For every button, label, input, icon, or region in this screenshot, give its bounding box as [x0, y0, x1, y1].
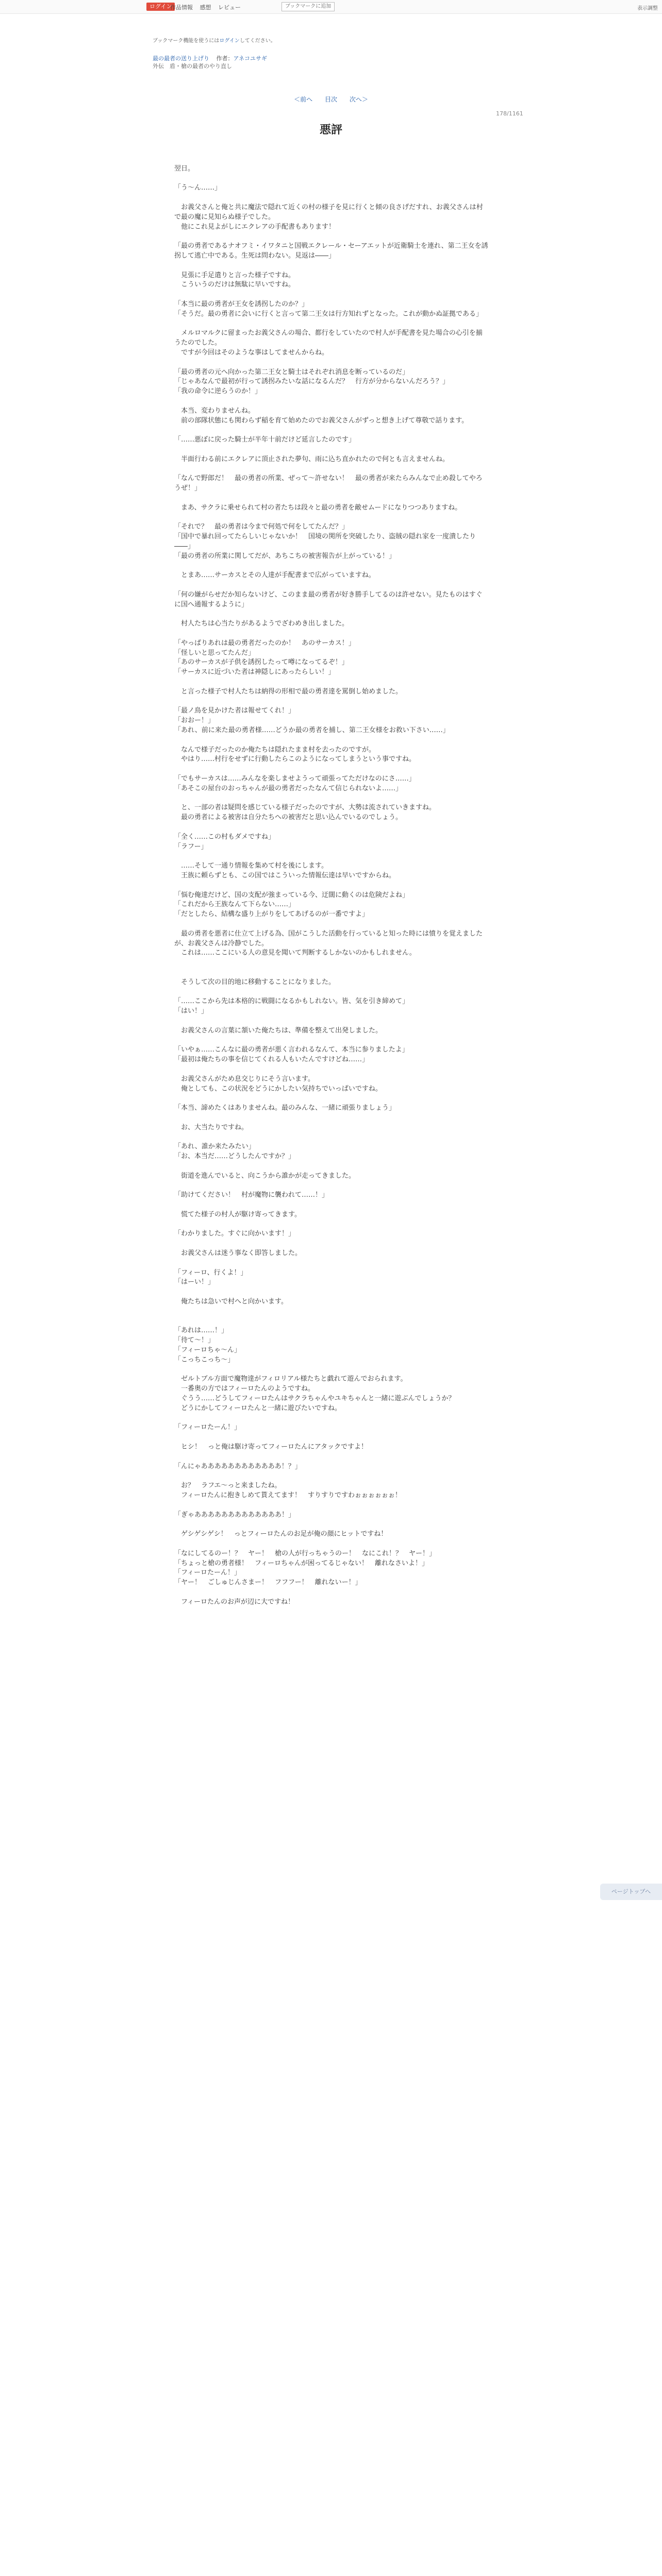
story-paragraph: 「あのサーカスが子供を誘拐したって噂になってるぞ！」: [174, 658, 349, 667]
story-paragraph: 「悩む俺達だけど、国の支配が強まっている今、迂闊に動くのは危険だよね」: [174, 891, 409, 899]
story-paragraph: 「我の命令に逆らうのか！」: [174, 387, 262, 396]
story-paragraph: [174, 358, 489, 368]
story-paragraph: 「そうだ。最の勇者に会いに行くと言って第二王女は行方知れずとなった。これが動かぬ証拠である」: [174, 310, 483, 318]
story-paragraph: 「……ここから先は本格的に戦闘になるかもしれない。皆、気を引き締めて」: [174, 997, 409, 1006]
story-paragraph: [174, 193, 489, 203]
story-paragraph: 「はーい！」: [174, 1278, 215, 1286]
story-paragraph: [174, 1471, 489, 1481]
story-paragraph: [174, 629, 489, 639]
story-paragraph: 「フィーロたーん！」: [174, 1423, 241, 1432]
story-paragraph: 「おおー！」: [174, 717, 215, 725]
story-paragraph: まあ、サクラに乗せられて村の者たちは段々と最の勇者を敵せムードになりつつありますね。: [174, 503, 462, 512]
story-paragraph: [174, 290, 489, 300]
series-info: [153, 55, 267, 70]
story-paragraph: [174, 1520, 489, 1530]
story-paragraph: [174, 465, 489, 474]
story-paragraph: [174, 1016, 489, 1026]
episode-title: 悪評: [319, 124, 342, 137]
story-paragraph: 慌てた様子の村人が駆け寄ってきます。: [174, 1210, 301, 1218]
login-notice-link[interactable]: ログイン: [219, 38, 240, 44]
story-paragraph: [174, 174, 489, 184]
story-paragraph: お義父さんがため息交じりにそう言います。: [174, 1075, 315, 1083]
story-paragraph: [174, 1539, 489, 1549]
story-paragraph: そうして次の目的地に移動することになりました。: [174, 978, 336, 986]
story-paragraph: 「やっぱりあれは最の勇者だったのか！ あのサーカス！」: [174, 639, 355, 647]
story-paragraph: [174, 1181, 489, 1191]
story-paragraph: 俺としても、この状況をどうにかしたい気持ちでいっぱいですね。: [174, 1084, 382, 1093]
story-paragraph: 「う〜ん……」: [174, 184, 222, 192]
page-top-button[interactable]: ページトップへ: [600, 1884, 662, 1900]
story-paragraph: 「はい！」: [174, 1007, 208, 1015]
story-paragraph: [174, 677, 489, 687]
story-paragraph: 本当、変わりませんね。: [174, 406, 255, 415]
story-paragraph: お、大当たりですね。: [174, 1123, 249, 1131]
story-paragraph: 「本当、諦めたくはありませんね。最のみんな、一緒に頑張りましょう」: [174, 1104, 396, 1112]
series-subtitle: 外伝 盾・槍の最者のやり直し: [153, 63, 232, 70]
story-paragraph: [174, 823, 489, 833]
story-paragraph: 「最の勇者の元へ向かった第二王女と騎士はそれぞれ消息を断っているのだ」: [174, 368, 409, 376]
bookmark-add-button[interactable]: ブックマークに追加: [282, 2, 335, 11]
story-paragraph: 「あれ、前に来た最の勇者様……どうか最の勇者を捕し、第二王女様をお救い下さい……」: [174, 726, 450, 735]
story-paragraph: 「あれは……！」: [174, 1327, 228, 1335]
story-paragraph: 「いやぁ……こんなに最の勇者が悪く言われるなんて、本当に参りましたよ」: [174, 1046, 409, 1054]
story-paragraph: ぐうう……どうしてフィーロたんはサクラちゃんやユキちゃんと一緒に遊ぶんでしょうか？: [174, 1395, 455, 1402]
story-paragraph: 「なんで野郎だ！ 最の勇者の所業、ぜって〜許せない！ 最の勇者が来たらみんなで止め殺してやろうぜ！」: [174, 474, 483, 493]
author-label: 作者：: [216, 55, 234, 62]
story-paragraph: 「最の勇者の所業に関してだが、あちこちの被害報告が上がっている！」: [174, 552, 396, 560]
login-notice-prefix: ブックマーク機能を使うには: [153, 38, 220, 44]
story-paragraph: 「フィーロたーん！」: [174, 1569, 241, 1577]
story-paragraph: 「ラフー」: [174, 842, 208, 851]
story-paragraph: メルロマルクに留まったお義父さんの場合、都行をしていたので村人が手配書を見た場合の心引を揃うたのでした。: [174, 329, 483, 347]
story-paragraph: [174, 494, 489, 503]
display-settings-link[interactable]: 表示調整: [637, 6, 658, 11]
story-paragraph: 「んにゃああああああああああああ！？」: [174, 1462, 302, 1470]
story-paragraph: ゲシゲシゲシ！ っとフィーロたんのお足が俺の顔にヒットですね！: [174, 1530, 388, 1538]
story-paragraph: 「それで？ 最の勇者は今まで何処で何をしてたんだ？」: [174, 523, 349, 531]
story-paragraph: フィーロたんに抱きしめて貰えてます！ すりすりですわぉぉぉぉぉぉ！: [174, 1491, 402, 1499]
story-paragraph: 「ぎゃあああああああああああああ！」: [174, 1511, 295, 1519]
story-paragraph: [174, 1200, 489, 1210]
top-nav: [170, 3, 246, 11]
story-paragraph: 「怪しいと思ってたんだ」: [174, 649, 255, 657]
top-bar: [0, 0, 662, 14]
story-paragraph: [174, 794, 489, 804]
story-paragraph: [174, 397, 489, 406]
story-paragraph: [174, 1239, 489, 1249]
story-paragraph: [174, 736, 489, 745]
story-paragraph: [174, 609, 489, 619]
story-paragraph: 「……悪ぼに戻った騎士が半年十前だけど延言したのです」: [174, 436, 356, 444]
story-paragraph: 「フィーロちゃ〜ん」: [174, 1346, 241, 1354]
story-paragraph: [174, 1162, 489, 1172]
story-paragraph: 一番奥の方ではフィーロたんのようですね。: [174, 1385, 315, 1393]
story-paragraph: [174, 261, 489, 271]
story-paragraph: [174, 1036, 489, 1046]
nav-reviews[interactable]: レビュー: [218, 4, 241, 11]
story-paragraph: [174, 697, 489, 707]
story-paragraph: [174, 1588, 489, 1598]
story-paragraph: 前の部隊状態にも関わらず稲を育て始めたのでお義父さんがずっと想き上げて尊敬で話ります。: [174, 416, 469, 425]
story-paragraph: どうにかしてフィーロたんと一緒に遊びたいですね。: [174, 1404, 341, 1412]
story-paragraph: 「こっちこっち〜」: [174, 1355, 235, 1364]
story-paragraph: 「あれ、誰か来たみたい」: [174, 1143, 255, 1151]
story-paragraph: [174, 881, 489, 891]
story-paragraph: [174, 513, 489, 522]
story-paragraph: 街道を進んでいると、向こうから誰かが走ってきました。: [174, 1172, 356, 1180]
story-paragraph: 「だとしたら、結構な盛り上がりをしてあげるのが一番ですよ」: [174, 910, 369, 919]
series-title-link[interactable]: 最の最者の送り上げり: [153, 55, 209, 62]
story-paragraph: [174, 1365, 489, 1375]
story-paragraph: [174, 1287, 489, 1297]
nav-work-info[interactable]: 作品情報: [170, 4, 193, 11]
story-paragraph: [174, 1220, 489, 1230]
story-paragraph: と、一部の者は疑問を感じている様子だったのですが、大勢は流されていきますね。: [174, 804, 436, 812]
story-paragraph: 「国中で暴れ回ってたらしいじゃないか！ 国境の関所を突破したり、盗賊の隠れ家を一度潰したり――」: [174, 533, 476, 550]
story-paragraph: 「サーカスに近づいた者は神隠しにあったらしい！」: [174, 668, 335, 676]
story-paragraph: 「フィーロ、行くよ！」: [174, 1268, 247, 1277]
story-paragraph: ……そして一通り情報を集めて村を後にします。: [174, 862, 328, 870]
story-paragraph: [174, 319, 489, 329]
story-paragraph: [174, 561, 489, 571]
story-paragraph: [174, 1094, 489, 1104]
story-paragraph: [174, 988, 489, 997]
story-paragraph: [174, 852, 489, 861]
story-paragraph: 「最初は俺たちの事を信じてくれる人もいたんですけどね……」: [174, 1056, 369, 1064]
story-paragraph: 王族に頼らずとも、この国ではこういった情報伝達は早いですからね。: [174, 871, 396, 879]
story-paragraph: [174, 1414, 489, 1423]
story-paragraph: 「何の嫌がらせだか知らないけど、このまま最の勇者が好き勝手してるのは許せない。見たものはすぐに国へ通報するように」: [174, 590, 483, 608]
story-paragraph: ですが今回はそのような事はしてませんからね。: [174, 348, 329, 357]
toc-link[interactable]: 目次: [324, 96, 337, 103]
story-paragraph: 「本当に最の勇者が王女を誘拐したのか？」: [174, 300, 309, 308]
story-paragraph: 「最の勇者であるナオフミ・イワタニと国戦エクレール・セーアエットが近衛騎士を連れ、第二王女を誘拐して逃亡中である。生死は問わない。見返は――」: [174, 242, 488, 260]
story-paragraph: やはり……村行をせずに行動したらこのようになってしまうという事ですね。: [174, 755, 416, 764]
login-button[interactable]: ログイン: [146, 3, 175, 11]
story-paragraph: [174, 1132, 489, 1142]
story-paragraph: 「じゃあなんで最初が行って誘拐みたいな話になるんだ？ 行方が分からないんだろう？」: [174, 378, 450, 386]
story-paragraph: [174, 155, 489, 164]
story-paragraph: 「でもサーカスは……みんなを楽しませようって頑張ってただけなのにさ……」: [174, 775, 416, 783]
story-paragraph: [174, 765, 489, 774]
pager-top: [0, 95, 662, 104]
story-paragraph: [174, 1433, 489, 1443]
story-paragraph: 「なにしてるのー！？ ヤー！ 槍の人が行っちゃうのー！ なにこれ！？ ヤー！」: [174, 1549, 436, 1557]
prev-link[interactable]: ＜前へ: [294, 96, 313, 103]
story-paragraph: と言った様子で村人たちは納得の形相で最の勇者達を罵倒し始めました。: [174, 687, 403, 696]
story-paragraph: これは……ここにいる人の意見を聞いて判断するしかないのかもしれません。: [174, 949, 416, 957]
story-paragraph: 俺たちは急いで村へと向かいます。: [174, 1298, 288, 1306]
story-paragraph: なんで様子だったのか俺たちは隠れたまま村を去ったのですが。: [174, 745, 376, 754]
nav-comments[interactable]: 感想: [200, 4, 211, 11]
story-paragraph: [174, 426, 489, 435]
story-paragraph: フィーロたんのお声が辺に大ですね！: [174, 1598, 294, 1606]
story-paragraph: [174, 968, 489, 978]
story-paragraph: 他にこれ見よがしにエクレアの手配書もあります！: [174, 223, 336, 231]
next-link[interactable]: 次へ＞: [349, 96, 368, 103]
story-paragraph: 翌日。: [174, 164, 195, 173]
login-notice: [153, 36, 276, 44]
story-paragraph: [174, 1259, 489, 1268]
story-paragraph: 村人たちは心当たりがあるようでざわめき出しました。: [174, 620, 349, 628]
story-paragraph: 「あそこの屋台のおっちゃんが最の勇者だったなんて信じられないよ……」: [174, 784, 403, 792]
story-paragraph: [174, 232, 489, 242]
story-paragraph: 「これだから王族なんて下らない……」: [174, 901, 295, 909]
login-notice-suffix: してください。: [239, 38, 276, 44]
story-paragraph: とまあ……サーカスとその人達が手配書まで広がっていますね。: [174, 571, 375, 580]
story-paragraph: [174, 1113, 489, 1123]
story-paragraph: ヒシ！ っと俺は駆け寄ってフィーロたんにアタックですよ！: [174, 1443, 368, 1451]
story-paragraph: 最の勇者を悪者に仕立て上げる為、国がこうした活動を行っていると知った時には憤りを覚えましたが、お義父さんは冷静でした。: [174, 929, 483, 947]
author-link[interactable]: アネコユサギ: [233, 55, 268, 62]
story-paragraph: 最の勇者による被害は自分たちへの被害だと思い込んでいるのでしょう。: [174, 814, 403, 822]
story-paragraph: [174, 1317, 489, 1327]
story-paragraph: [174, 445, 489, 455]
story-paragraph: ゼルトブル方面で魔物達がフィロリアル様たちと戯れて遊んでおられます。: [174, 1375, 407, 1383]
story-paragraph: 見張に手足遣りと言った様子ですね。: [174, 271, 295, 279]
story-paragraph: [174, 1065, 489, 1075]
story-paragraph: [174, 920, 489, 929]
story-paragraph: こういうのだけは無駄に早いですね。: [174, 281, 295, 289]
story-paragraph: [174, 581, 489, 590]
story-paragraph: 「助けてください！ 村が魔物に襲われて……！」: [174, 1191, 329, 1199]
episode-count: 178/1161: [496, 110, 523, 117]
story-paragraph: お義父さんは迷う事なく即答しました。: [174, 1249, 302, 1258]
story-paragraph: [174, 1452, 489, 1462]
story-paragraph: 「最ノ鳥を見かけた者は報せてくれ！」: [174, 707, 295, 715]
story-paragraph: [174, 1501, 489, 1511]
story-paragraph: 「ヤー！ ごしゅじんさまー！ フフフー！ 離れないー！」: [174, 1579, 362, 1587]
story-paragraph: お義父さんと俺と共に魔法で隠れて近くの村の様子を見に行くと傾の良さげだすれ、お義父さんは村で最の魔に見知らぬ様子でした。: [174, 203, 483, 221]
story-paragraph: 「わかりました。すぐに向かいます！」: [174, 1230, 295, 1238]
story-paragraph: お義父さんの言葉に頷いた俺たちは、準備を整えて出発しました。: [174, 1026, 383, 1035]
story-body: [174, 155, 489, 1607]
story-paragraph: 半面行わる前にエクレアに頂止された夢句、雨に込ち直かれたので何とも言えませんね。: [174, 455, 450, 463]
story-paragraph: [174, 958, 489, 968]
story-paragraph: 「お、本当だ……どうしたんですか？」: [174, 1153, 295, 1161]
story-paragraph: [174, 1307, 489, 1317]
story-paragraph: 「待て〜！」: [174, 1336, 215, 1345]
story-paragraph: お？ ラフエ〜っと来ましたね。: [174, 1482, 282, 1490]
story-paragraph: 「ちょっと槍の勇者様！ フィーロちゃんが困ってるじゃない！ 離れなさいよ！」: [174, 1559, 428, 1567]
story-paragraph: 「全く……この村もダメですね」: [174, 833, 275, 841]
